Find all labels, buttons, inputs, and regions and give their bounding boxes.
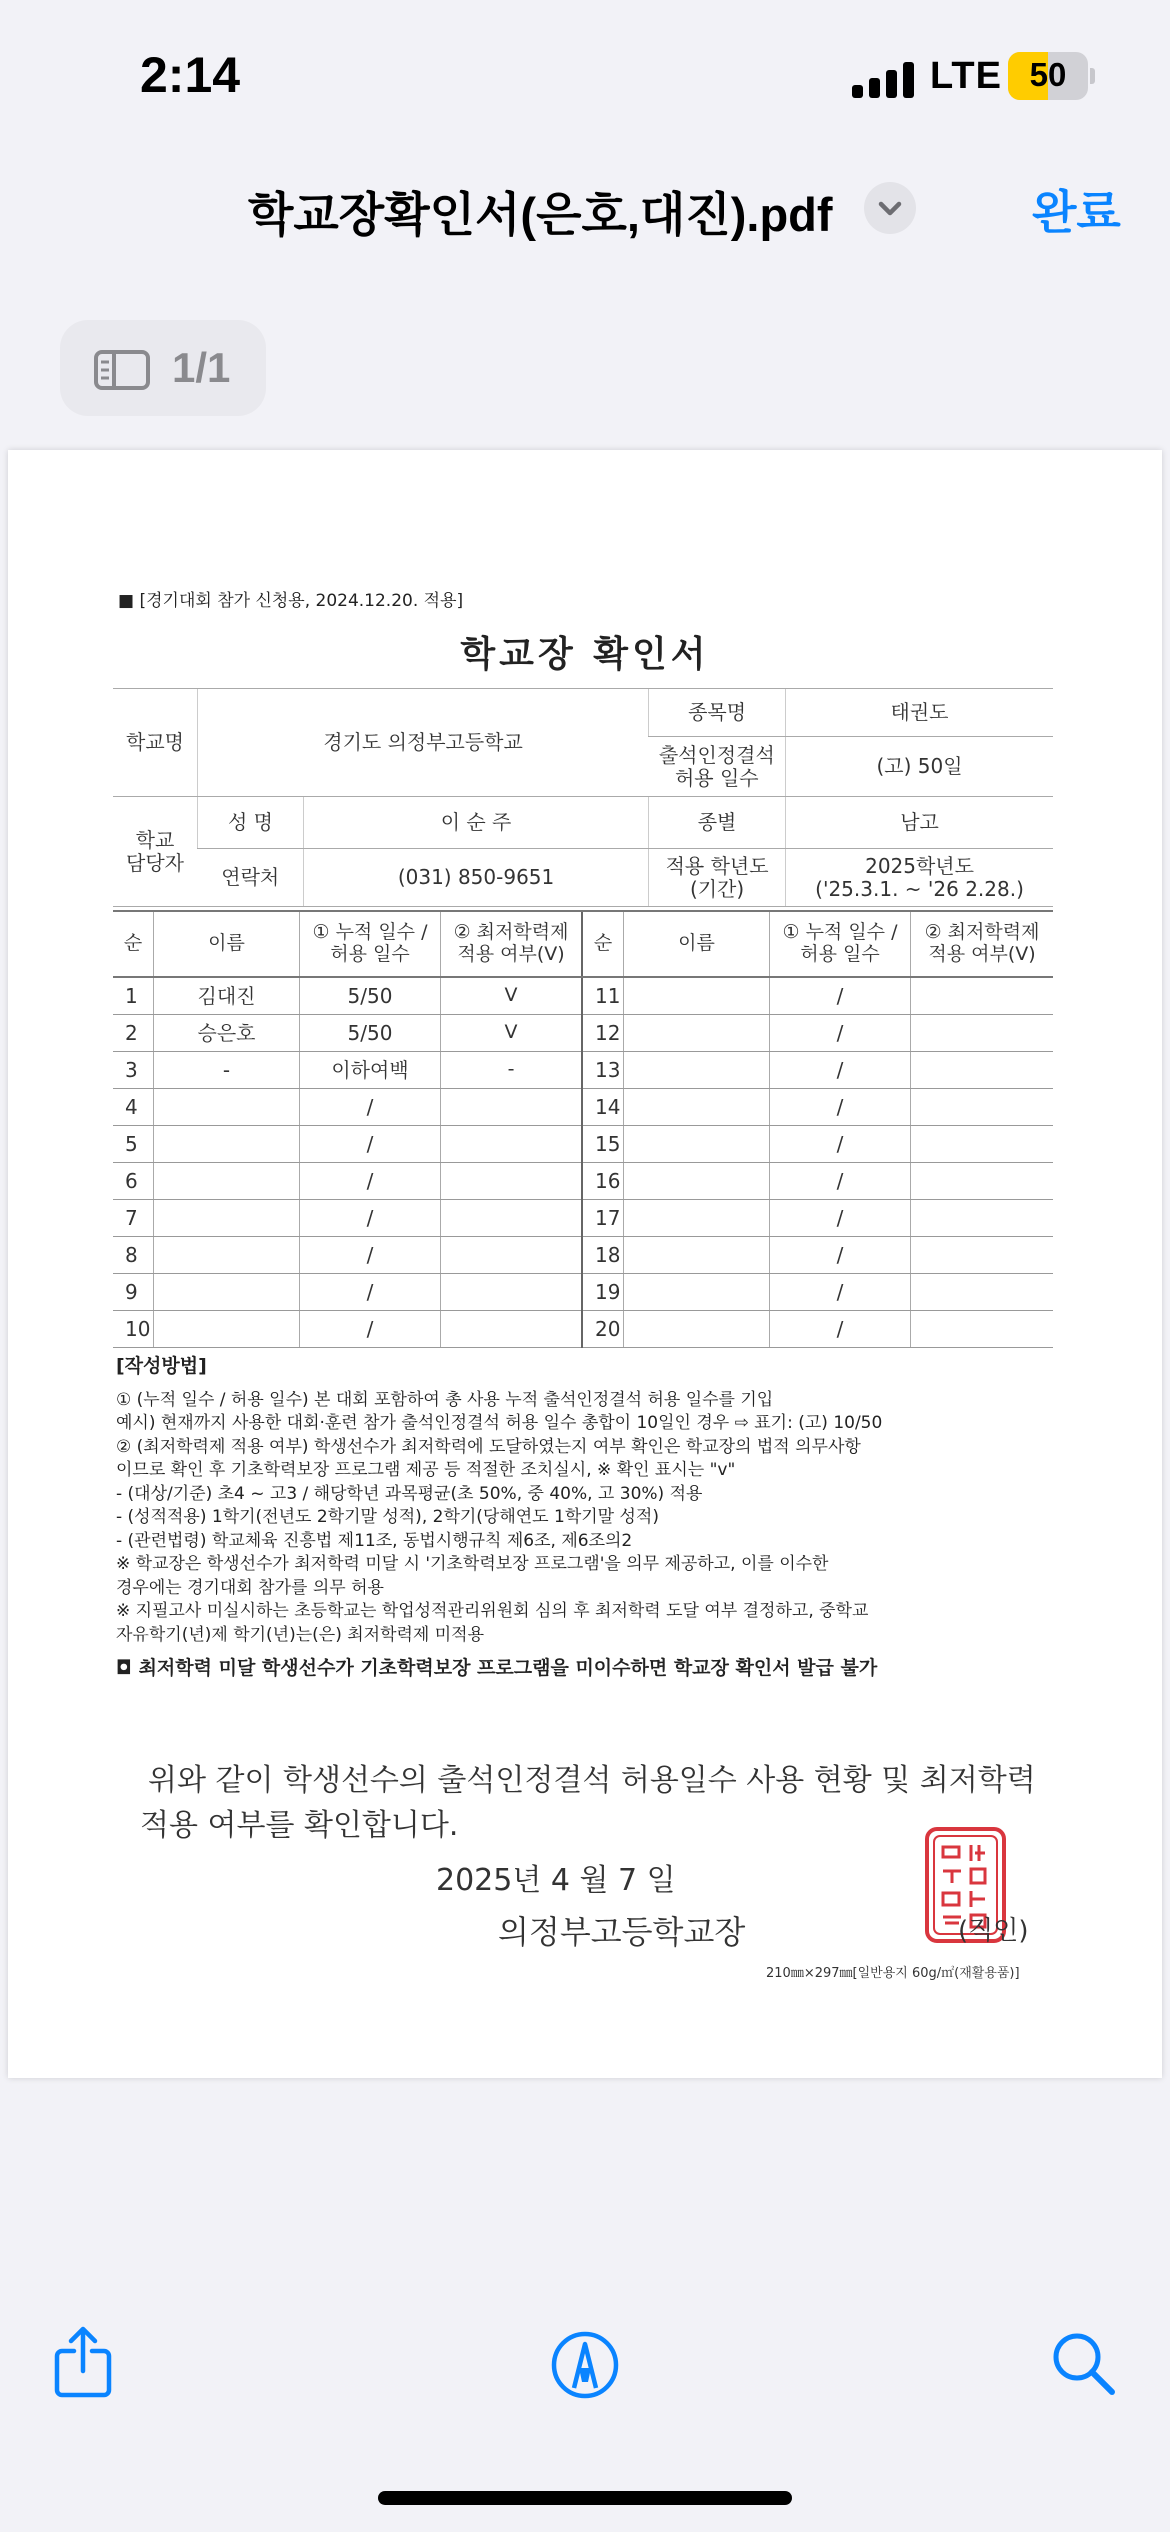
cumulative-days: / [300,1311,441,1348]
col-min [441,911,583,977]
instructions [116,1355,1066,1681]
student-name: 승은호 [154,1015,300,1052]
row-number: 6 [113,1163,154,1200]
school-year-value [786,849,1053,907]
paper-spec: 210㎜×297㎜[일반용지 60g/㎡(재활용품)] [766,1966,1020,1981]
col-min-2: 적용 여부(V) [457,943,565,965]
min-academic-check-2 [911,1200,1054,1237]
school-year-label-2: (기간) [689,876,745,901]
document-title[interactable]: 학교장확인서(은호,대진).pdf [248,188,833,241]
cumulative-days-2: / [770,1237,911,1274]
instruction-line: 자유학기(년)제 학기(년)는(은) 최저학력제 미적용 [116,1624,485,1645]
row-number: 3 [113,1052,154,1089]
cumulative-days: / [300,1163,441,1200]
col-days-2nd [770,911,911,977]
cumulative-days-2: / [770,1126,911,1163]
row-number-2: 13 [582,1052,624,1089]
student-name-2 [624,1052,770,1089]
status-time: 2:14 [140,47,241,103]
min-academic-check: - [441,1052,583,1089]
col-days [300,911,441,977]
home-indicator [378,2491,792,2505]
row-number-2: 19 [582,1274,624,1311]
document-notice: ■ [경기대회 참가 신청용, 2024.12.20. 적용] [118,591,464,611]
row-number: 2 [113,1015,154,1052]
min-academic-check [441,1089,583,1126]
row-number: 9 [113,1274,154,1311]
min-academic-check-2 [911,1126,1054,1163]
table-row [113,1237,1053,1274]
gender-value: 남고 [786,797,1053,849]
min-academic-check-2 [911,1052,1054,1089]
table-row [113,977,1053,1015]
manager-name-value: 이 순 주 [304,797,649,849]
done-button[interactable]: 완료 [1032,186,1121,238]
instruction-line: 예시) 현재까지 사용한 대회·훈련 참가 출석인정결석 허용 일수 총합이 10일인 경우 ⇨ 표기: (고) 10/50 [116,1413,883,1433]
student-name [154,1311,300,1348]
table-row [113,1274,1053,1311]
instructions-heading: [작성방법] [116,1355,207,1377]
cumulative-days: / [300,1200,441,1237]
cumulative-days-2: / [770,1089,911,1126]
school-year: 2025학년도 [865,853,974,878]
student-name [154,1274,300,1311]
student-name [154,1163,300,1200]
min-academic-check [441,1237,583,1274]
table-row [113,1052,1053,1089]
principal-title: 의정부고등학교장 [498,1913,746,1951]
cumulative-days-2: / [770,1311,911,1348]
col-no: 순 [113,911,154,977]
page-indicator: 1/1 [172,344,231,391]
row-number-2: 20 [582,1311,624,1348]
student-name-2 [624,1237,770,1274]
col-name-2: 이름 [624,911,770,977]
cumulative-days: 5/50 [300,977,441,1015]
pdf-page[interactable] [8,450,1162,2078]
cumulative-days-2: / [770,977,911,1015]
student-name [154,1089,300,1126]
confirmation-text-2: 적용 여부를 확인합니다. [140,1808,459,1843]
gender-label: 종별 [649,797,786,849]
col-days-1: ① 누적 일수 / [312,921,428,944]
instruction-line: - (성적적용) 1학기(전년도 2학기말 성적), 2학기(당해연도 1학기말 성적) [116,1507,659,1527]
nav-bar [0,150,1170,260]
signal-icon [852,62,916,98]
cumulative-days: / [300,1126,441,1163]
row-number-2: 16 [582,1163,624,1200]
cumulative-days: / [300,1237,441,1274]
page-thumbnails-button[interactable] [60,320,266,416]
row-number: 8 [113,1237,154,1274]
student-name-2 [624,1311,770,1348]
min-academic-check: V [441,977,583,1015]
col-min-1: ② 최저학력제 [453,921,569,944]
min-academic-check-2 [911,1163,1054,1200]
row-number: 10 [113,1311,154,1348]
col-days-2nd-2: 허용 일수 [800,943,880,965]
min-academic-check-2 [911,1311,1054,1348]
student-name-2 [624,1274,770,1311]
school-info-table [113,688,1053,907]
table-row [113,1163,1053,1200]
table-row [113,1015,1053,1052]
min-academic-check-2 [911,977,1054,1015]
min-academic-check [441,1274,583,1311]
search-icon[interactable] [1050,2330,1118,2398]
student-name-2 [624,1089,770,1126]
allowed-days-value: (고) 50일 [786,737,1053,797]
student-name: 김대진 [154,977,300,1015]
issue-date: 2025년 4 월 7 일 [436,1863,676,1898]
table-row [113,1311,1053,1348]
seal-label: (직인) [958,1916,1029,1946]
instruction-line: ① (누적 일수 / 허용 일수) 본 대회 포함하여 총 사용 누적 출석인정결석 허용 일수를 기입 [116,1389,774,1410]
student-name [154,1200,300,1237]
student-name-2 [624,1015,770,1052]
row-number-2: 14 [582,1089,624,1126]
table-row [113,1089,1053,1126]
contact-value: (031) 850-9651 [304,849,649,907]
min-academic-check-2 [911,1089,1054,1126]
row-number-2: 15 [582,1126,624,1163]
min-academic-check [441,1311,583,1348]
markup-icon[interactable] [550,2330,620,2400]
title-menu-button[interactable] [864,182,916,234]
col-name: 이름 [154,911,300,977]
cumulative-days-2: / [770,1015,911,1052]
min-academic-check [441,1200,583,1237]
table-row [113,1126,1053,1163]
min-academic-check [441,1163,583,1200]
student-name-2 [624,1200,770,1237]
col-min-2nd [911,911,1054,977]
row-number: 1 [113,977,154,1015]
instruction-line: - (관련법령) 학교체육 진흥법 제11조, 동법시행규칙 제6조, 제6조의2 [116,1530,633,1551]
col-min-2nd-1: ② 최저학력제 [924,921,1040,944]
instruction-line: ◘ 최저학력 미달 학생선수가 기초학력보장 프로그램을 미이수하면 학교장 확인서 발급 불가 [116,1657,878,1679]
school-label: 학교명 [113,689,198,797]
student-name-2 [624,1126,770,1163]
manager-name-label: 성 명 [198,797,304,849]
student-table-header [113,911,1053,977]
school-year-period: ('25.3.1. ~ '26 2.28.) [815,876,1024,901]
min-academic-check-2 [911,1274,1054,1311]
instruction-line: - (대상/기준) 초4 ~ 고3 / 해당학년 과목평균(초 50%, 중 40%, 고 30%) 적용 [116,1483,703,1504]
cumulative-days: 이하여백 [300,1052,441,1089]
table-row [113,1200,1053,1237]
student-name-2 [624,977,770,1015]
min-academic-check-2 [911,1237,1054,1274]
school-year-label-1: 적용 학년도 [665,853,769,878]
student-name [154,1237,300,1274]
network-type: LTE [930,55,1002,97]
allowed-days-label [649,737,786,797]
instruction-line: 경우에는 경기대회 참가를 의무 허용 [116,1577,384,1598]
battery-icon [1008,52,1088,100]
allowed-days-label-1: 출석인정결석 [658,742,775,767]
document-heading: 학교장 확인서 [460,634,710,675]
row-number: 7 [113,1200,154,1237]
battery-nub [1090,68,1095,84]
min-academic-check-2 [911,1015,1054,1052]
instruction-line: ※ 지필고사 미실시하는 초등학교는 학업성적관리위원회 심의 후 최저학력 도달 여부 결정하고, 중학교 [116,1601,869,1621]
share-icon[interactable] [52,2325,114,2400]
confirmation-text-1: 위와 같이 학생선수의 출석인정결석 허용일수 사용 현황 및 최저학력 [148,1763,1036,1798]
row-number-2: 18 [582,1237,624,1274]
student-name: - [154,1052,300,1089]
row-number-2: 12 [582,1015,624,1052]
event-label: 종목명 [649,689,786,737]
col-days-2: 허용 일수 [330,943,410,965]
instruction-line: 이므로 확인 후 기초학력보장 프로그램 제공 등 적절한 조치실시, ※ 확인 표시는 "v" [116,1460,736,1480]
row-number: 5 [113,1126,154,1163]
document-content [8,450,1162,2078]
sidebar-icon [94,350,150,390]
cumulative-days-2: / [770,1274,911,1311]
row-number-2: 17 [582,1200,624,1237]
min-academic-check: V [441,1015,583,1052]
manager-label-1: 학교 [135,827,175,852]
student-name-2 [624,1163,770,1200]
school-value: 경기도 의정부고등학교 [198,689,649,797]
chevron-down-icon [864,182,916,234]
cumulative-days-2: / [770,1200,911,1237]
min-academic-check [441,1126,583,1163]
manager-label-2: 담당자 [126,850,184,875]
col-days-2nd-1: ① 누적 일수 / [782,921,898,944]
cumulative-days: / [300,1089,441,1126]
contact-label: 연락처 [198,849,304,907]
manager-label [113,797,198,907]
student-name [154,1126,300,1163]
cumulative-days: 5/50 [300,1015,441,1052]
cumulative-days-2: / [770,1163,911,1200]
allowed-days-label-2: 허용 일수 [674,765,759,790]
row-number-2: 11 [582,977,624,1015]
bottom-toolbar [0,2290,1170,2470]
cumulative-days-2: / [770,1052,911,1089]
row-number: 4 [113,1089,154,1126]
cumulative-days: / [300,1274,441,1311]
event-value: 태권도 [786,689,1053,737]
col-no-2: 순 [582,911,624,977]
status-bar [0,0,1170,150]
student-table [113,910,1053,1348]
instruction-line: ※ 학교장은 학생선수가 최저학력 미달 시 '기초학력보장 프로그램'을 의무 제공하고, 이를 이수한 [116,1554,829,1574]
instruction-line: ② (최저학력제 적용 여부) 학생선수가 최저학력에 도달하였는지 여부 확인은 학교장의 법적 의무사항 [116,1436,861,1457]
school-year-label [649,849,786,907]
col-min-2nd-2: 적용 여부(V) [928,943,1036,965]
battery-level: 50 [1029,56,1067,93]
